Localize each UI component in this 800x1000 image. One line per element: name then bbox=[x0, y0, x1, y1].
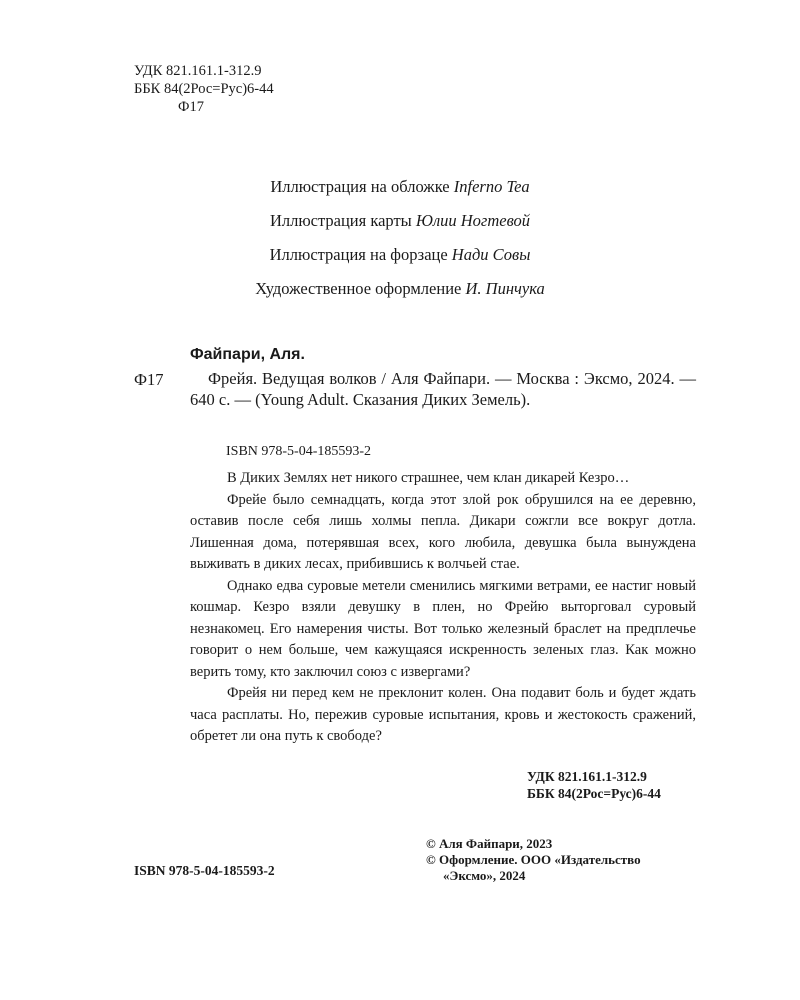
classification-block bbox=[134, 62, 274, 116]
footer-classification bbox=[527, 768, 661, 802]
credit-line bbox=[0, 272, 800, 306]
bbk-code: ББК 84(2Рос=Рус)6-44 bbox=[134, 81, 274, 97]
copyright-design: © Оформление. ООО «Издательство bbox=[426, 852, 641, 867]
bibliographic-description: Фрейя. Ведущая волков / Аля Файпари. — Москва : Эксмо, 2024. — 640 с. — (Young Adult. Сказания Диких Земель). bbox=[190, 369, 696, 409]
credit-line bbox=[0, 204, 800, 238]
credit-name: Юлии Ногтевой bbox=[415, 211, 531, 230]
illustration-credits bbox=[0, 170, 800, 306]
author-sign: Ф17 bbox=[178, 99, 204, 115]
annotation bbox=[190, 468, 696, 748]
credit-role: Иллюстрация на обложке bbox=[270, 177, 450, 196]
credit-name: И. Пинчука bbox=[465, 279, 545, 298]
annotation-paragraph: Фрейя ни перед кем не преклонит колен. Она подавит боль и будет ждать часа расплаты. Но, пережив суровые испытания, кровь и жестокость сражений, обретет ли она путь к свободе? bbox=[190, 685, 696, 744]
isbn: ISBN 978-5-04-185593-2 bbox=[226, 444, 372, 459]
credit-role: Художественное оформление bbox=[255, 279, 462, 298]
credit-role: Иллюстрация на форзаце bbox=[269, 245, 448, 264]
credit-line bbox=[0, 238, 800, 272]
author-heading: Файпари, Аля. bbox=[190, 346, 305, 363]
copyright-block bbox=[426, 836, 641, 884]
credit-name: Inferno Tea bbox=[453, 177, 530, 196]
credit-name: Нади Совы bbox=[451, 245, 531, 264]
footer-bbk: ББК 84(2Рос=Рус)6-44 bbox=[527, 786, 661, 801]
annotation-paragraph: Однако едва суровые метели сменились мягкими ветрами, ее настиг новый кошмар. Кезро взяли девушку в плен, но Фрейю выторговал суровый незнакомец. Его намерения чисты. Вот только железный браслет на предплечье говорит о нем больше, чем кажущаяся искренность зеленых глаз. Как можно верить тому, кто заключил союз с извергами? bbox=[190, 577, 696, 680]
udk-code: УДК 821.161.1-312.9 bbox=[134, 63, 262, 79]
annotation-paragraph: В Диких Землях нет никого страшнее, чем клан дикарей Кезро… bbox=[227, 470, 630, 486]
credit-role: Иллюстрация карты bbox=[269, 211, 412, 230]
copyright-author: © Аля Файпари, 2023 bbox=[426, 836, 553, 851]
footer-isbn: ISBN 978-5-04-185593-2 bbox=[134, 863, 275, 878]
copyright-design-cont: «Эксмо», 2024 bbox=[443, 868, 526, 883]
record-author-sign: Ф17 bbox=[134, 370, 164, 389]
credit-line bbox=[0, 170, 800, 204]
annotation-paragraph: Фрейе было семнадцать, когда этот злой рок обрушился на ее деревню, оставив после себя лишь холмы пепла. Дикари сожгли все вокруг дотла. Лишенная дома, потерявшая всех, кого любила, девушка была вынуждена выживать в диких лесах, прибившись к волчьей стае. bbox=[190, 491, 696, 572]
footer-udk: УДК 821.161.1-312.9 bbox=[527, 769, 647, 784]
